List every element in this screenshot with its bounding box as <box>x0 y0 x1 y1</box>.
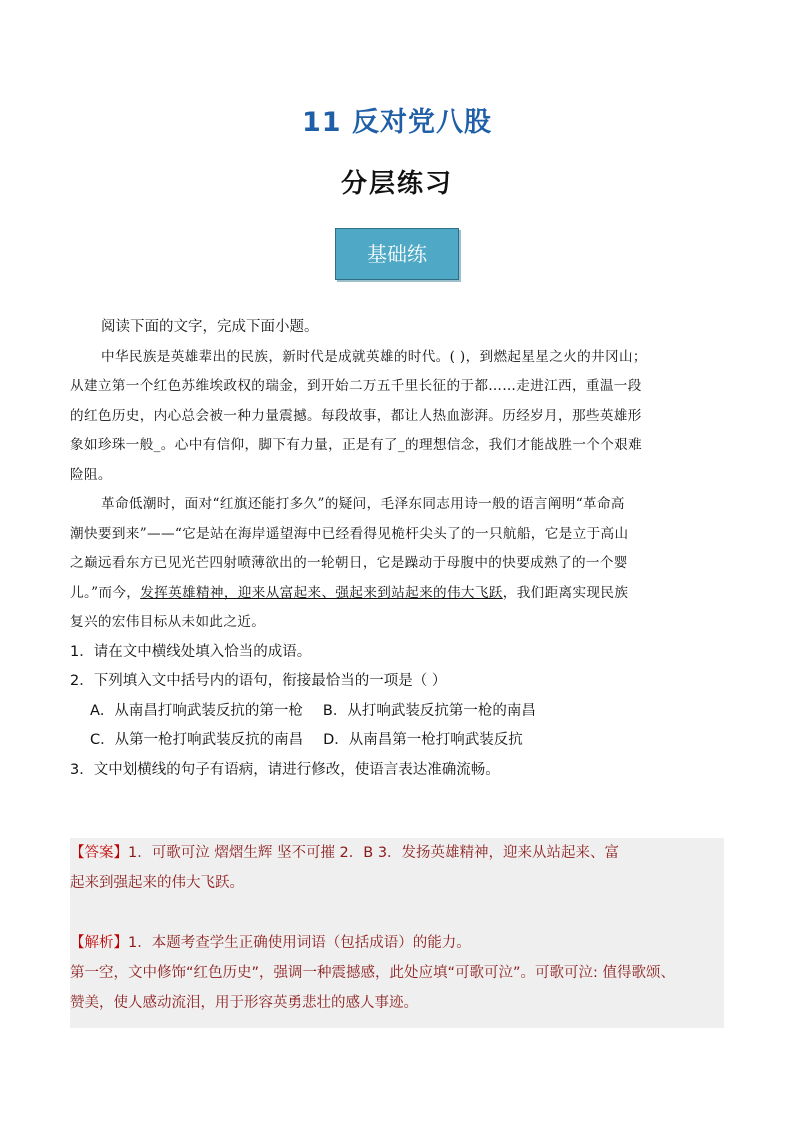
passage-block <box>70 313 724 785</box>
question-1: 1．请在文中横线处填入恰当的成语。 <box>70 643 312 660</box>
analysis-line: 第一空，文中修饰“红色历史”，强调一种震撼感，此处应填“可歌可泣”。可歌可泣: 值得歌颂、 <box>70 965 676 981</box>
passage-line: 复兴的宏伟目标从未如此之近。 <box>70 614 266 630</box>
option-d: D．从南昌第一枪打响武装反抗 <box>323 732 523 748</box>
underlined-sentence: 发挥英雄精神，迎来从富起来、强起来到站起来的伟大飞跃 <box>140 584 503 601</box>
option-a: A．从南昌打响武装反抗的第一枪 <box>90 702 303 719</box>
analysis-text: 1．本题考查学生正确使用词语（包括成语）的能力。 <box>128 935 471 951</box>
analysis-line: 赞美，使人感动流泪，用于形容英勇悲壮的感人事迹。 <box>70 995 418 1011</box>
passage-line: 革命低潮时，面对“红旗还能打多久”的疑问，毛泽东同志用诗一般的语言阐明“革命高 <box>101 496 625 512</box>
passage-text: 儿。”而今， <box>70 584 141 601</box>
passage-line: 之巅远看东方已见光芒四射喷薄欲出的一轮朝日，它是躁动于母腹中的快要成熟了的一个婴 <box>70 555 628 571</box>
passage-line: 从建立第一个红色苏维埃政权的瑞金，到开始二万五千里长征的于都……走进江西，重温一段 <box>70 378 642 394</box>
passage-line: 中华民族是英雄辈出的民族，新时代是成就英雄的时代。( )，到燃起星星之火的井冈山； <box>101 348 647 365</box>
answer-block <box>70 838 724 1028</box>
option-c: C．从第一枪打响武装反抗的南昌 <box>90 732 304 748</box>
passage-intro: 阅读下面的文字，完成下面小题。 <box>101 319 319 335</box>
passage-line: 的红色历史，内心总会被一种力量震撼。每段故事，都让人热血澎湃。历经岁月，那些英雄形 <box>70 407 642 424</box>
passage-line: 险阻。 <box>70 466 112 483</box>
section-subtitle: 分层练习 <box>340 169 453 199</box>
analysis-line <box>70 928 724 958</box>
answer-text: 1．可歌可泣 熠熠生辉 坚不可摧 2．B 3．发扬英雄精神，迎来从站起来、富 <box>128 845 620 861</box>
options-row-2 <box>70 726 724 756</box>
analysis-tag: 【解析】 <box>70 935 128 951</box>
answer-line: 起来到强起来的伟大飞跃。 <box>70 875 244 891</box>
passage-text: ，我们距离实现民族 <box>502 584 629 601</box>
passage-line: 潮快要到来”——“它是站在海岸遥望海中已经看得见桅杆尖头了的一只航船，它是立于高山 <box>70 525 629 542</box>
question-2: 2．下列填入文中括号内的语句，衔接最恰当的一项是（ ） <box>70 673 447 689</box>
question-3: 3．文中划横线的句子有语病，请进行修改，使语言表达准确流畅。 <box>70 761 500 778</box>
answer-line <box>70 838 724 868</box>
lesson-title: 11 反对党八股 <box>302 107 492 138</box>
answer-tag: 【答案】 <box>70 845 128 861</box>
level-badge: 基础练 <box>335 228 459 280</box>
passage-line <box>70 579 724 609</box>
option-b: B．从打响武装反抗第一枪的南昌 <box>322 702 536 719</box>
passage-line: 象如珍珠一般_。心中有信仰，脚下有力量，正是有了_的理想信念，我们才能战胜一个个艰难 <box>70 437 643 453</box>
options-row-1 <box>70 697 724 727</box>
